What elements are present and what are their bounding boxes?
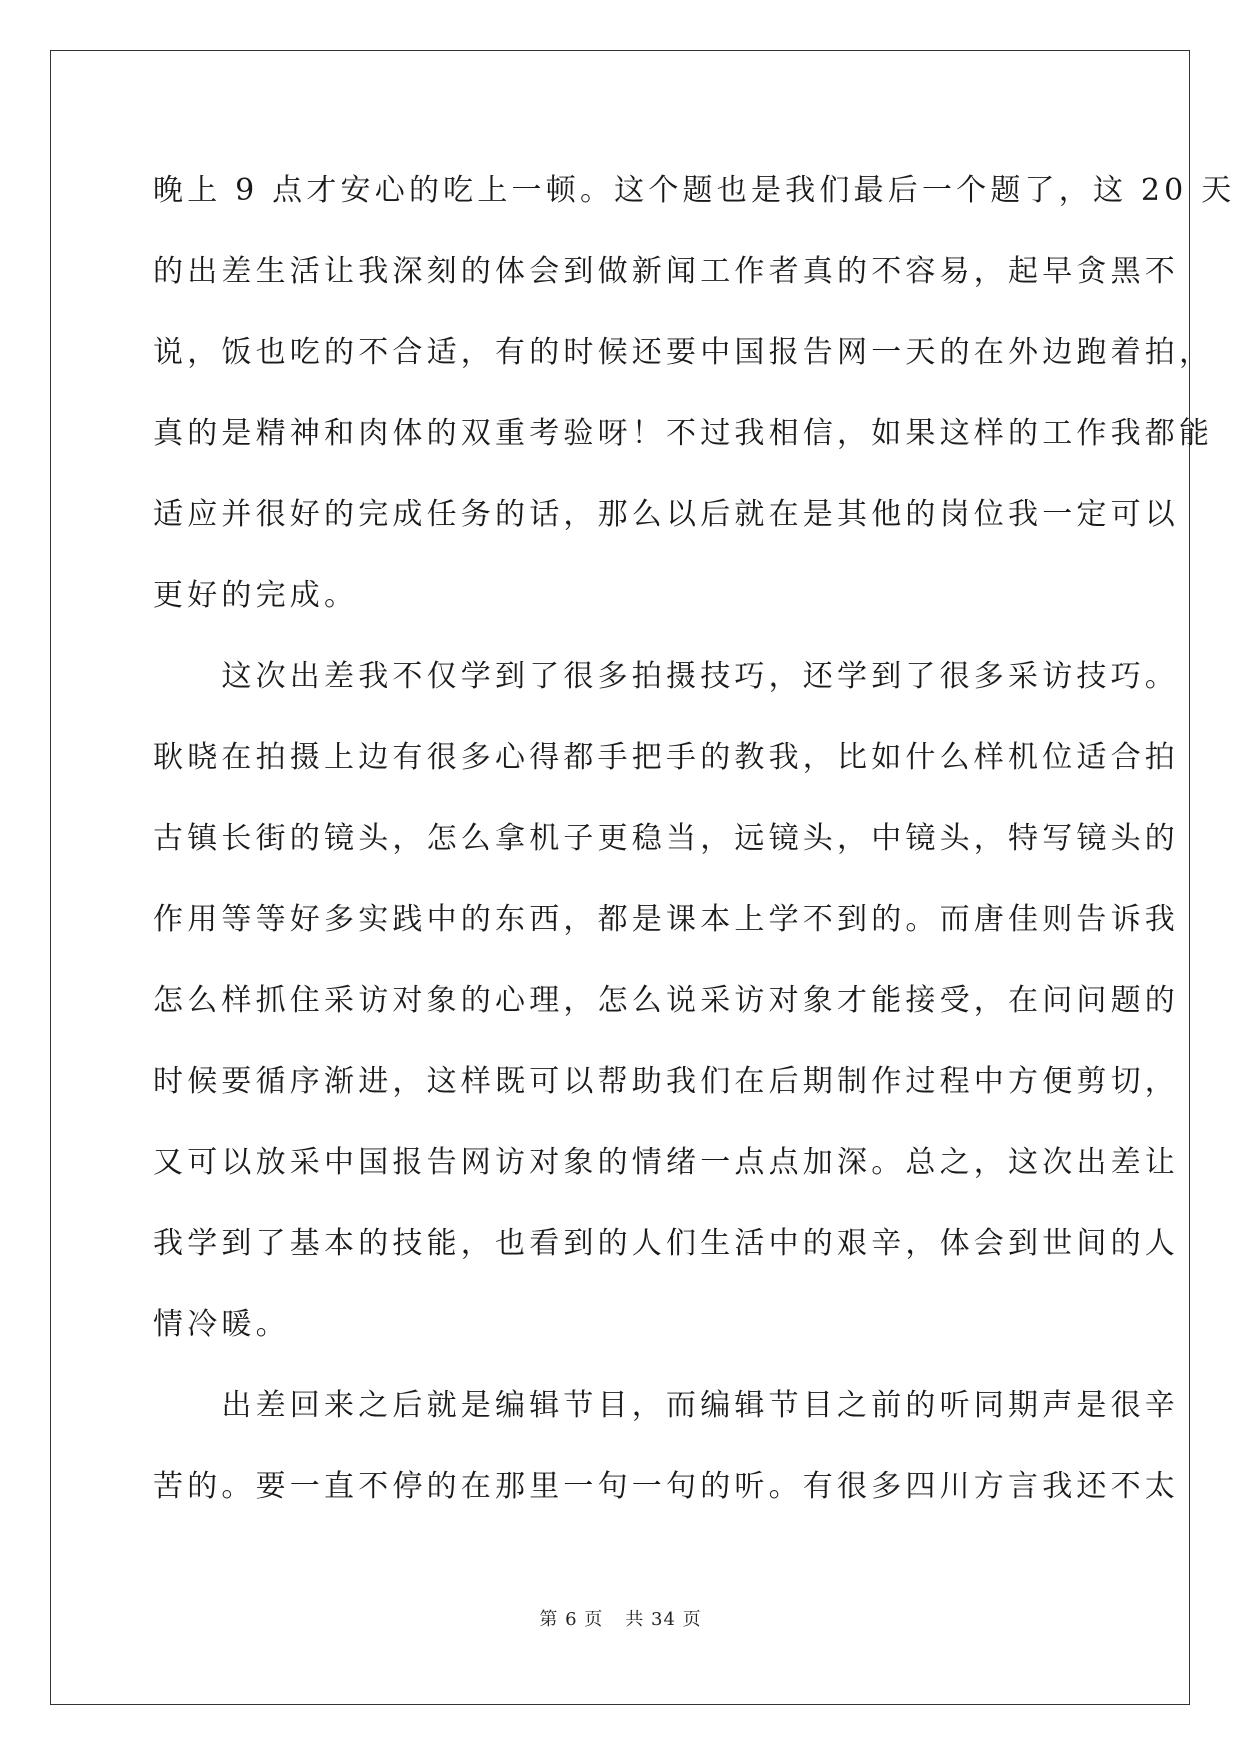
text-line: 适应并很好的完成任务的话，那么以后就在是其他的岗位我一定可以 xyxy=(153,497,1179,532)
text-line: 这次出差我不仅学到了很多拍摄技巧，还学到了很多采访技巧。 xyxy=(153,659,1179,694)
text-line: 的出差生活让我深刻的体会到做新闻工作者真的不容易，起早贪黑不 xyxy=(153,254,1179,289)
text-line: 更好的完成。 xyxy=(153,578,359,613)
page-footer xyxy=(0,1605,1241,1631)
page-number: 第 6 页 xyxy=(539,1609,604,1630)
text-line: 苦的。要一直不停的在那里一句一句的听。有很多四川方言我还不太 xyxy=(153,1469,1179,1504)
text-line: 晚上 9 点才安心的吃上一顿。这个题也是我们最后一个题了，这 20 天 xyxy=(153,173,1236,208)
text-line: 古镇长街的镜头，怎么拿机子更稳当，远镜头，中镜头，特写镜头的 xyxy=(153,821,1179,856)
text-line: 又可以放采中国报告网访对象的情绪一点点加深。总之，这次出差让 xyxy=(153,1145,1179,1180)
text-line: 耿晓在拍摄上边有很多心得都手把手的教我，比如什么样机位适合拍 xyxy=(153,740,1179,775)
text-line: 说，饭也吃的不合适，有的时候还要中国报告网一天的在外边跑着拍， xyxy=(153,335,1214,370)
document-body xyxy=(153,160,1236,1537)
text-line: 情冷暖。 xyxy=(153,1307,290,1342)
text-line: 我学到了基本的技能，也看到的人们生活中的艰辛，体会到世间的人 xyxy=(153,1226,1179,1261)
text-line: 真的是精神和肉体的双重考验呀！不过我相信，如果这样的工作我都能 xyxy=(153,416,1214,451)
text-line: 怎么样抓住采访对象的心理，怎么说采访对象才能接受，在问问题的 xyxy=(153,983,1179,1018)
text-line: 时候要循序渐进，这样既可以帮助我们在后期制作过程中方便剪切， xyxy=(153,1064,1179,1099)
text-line: 作用等等好多实践中的东西，都是课本上学不到的。而唐佳则告诉我 xyxy=(153,902,1179,937)
page-total: 共 34 页 xyxy=(625,1609,702,1630)
text-line: 出差回来之后就是编辑节目，而编辑节目之前的听同期声是很辛 xyxy=(153,1388,1179,1423)
